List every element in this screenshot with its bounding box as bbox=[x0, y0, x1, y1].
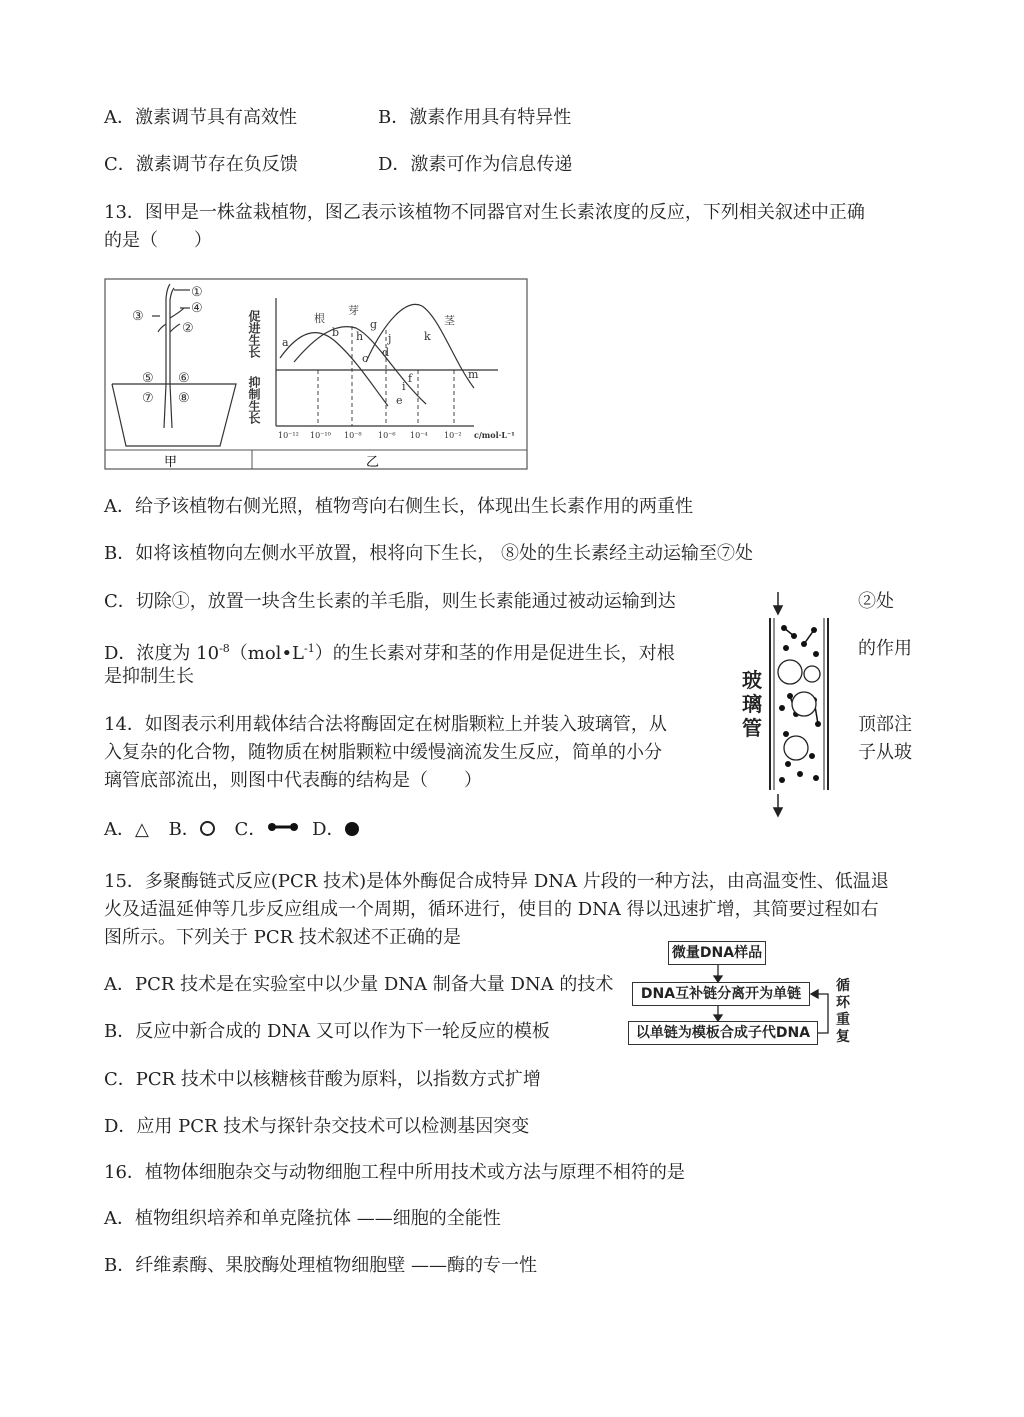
cycle-repeat-label bbox=[836, 978, 854, 1046]
q13-option-d-line2: 是抑制生长 bbox=[104, 666, 194, 687]
triangle-symbol: △ bbox=[135, 819, 149, 840]
q15-stem-line3: 图所示。下列关于 PCR 技术叙述不正确的是 bbox=[104, 927, 461, 948]
q13-d-post: ）的生长素对芽和茎的作用是促进生长，对根 bbox=[314, 643, 675, 664]
q14-stem-line1: 14．如图表示利用载体结合法将酶固定在树脂颗粒上并装入玻璃管，从 bbox=[104, 714, 667, 735]
q12-option-d: D．激素可作为信息传递 bbox=[378, 154, 573, 175]
tick-5: 10⁻⁴ bbox=[410, 431, 428, 440]
q15-option-b: B．反应中新合成的 DNA 又可以作为下一轮反应的模板 bbox=[104, 1021, 550, 1042]
q15-stem-line2: 火及适温延伸等几步反应组成一个周期，循环进行，使目的 DNA 得以迅速扩增，其简要过程如右 bbox=[104, 899, 879, 920]
cycle-char-2: 环 bbox=[836, 995, 850, 1011]
marker-2: ② bbox=[182, 321, 194, 336]
flow-arrows bbox=[628, 940, 868, 1050]
x-unit: c/mol·L⁻¹ bbox=[474, 430, 515, 440]
q14-option-a: A． bbox=[104, 819, 135, 840]
curve-label-stem: 茎 bbox=[444, 314, 455, 327]
q14-stem-line3: 璃管底部流出，则图中代表酶的结构是（ ） bbox=[104, 770, 482, 791]
q15-stem-line1: 15．多聚酶链式反应(PCR 技术)是体外酶促合成特异 DNA 片段的一种方法，由高温变性、低温退 bbox=[104, 871, 889, 892]
cycle-char-1: 循 bbox=[836, 978, 850, 994]
q13-d-pre: D．浓度为 10 bbox=[104, 643, 220, 664]
q12-option-c: C．激素调节存在负反馈 bbox=[104, 154, 298, 175]
q14-options bbox=[104, 816, 359, 843]
pcr-flow-diagram bbox=[628, 940, 868, 1050]
q16-stem: 16．植物体细胞杂交与动物细胞工程中所用技术或方法与原理不相符的是 bbox=[104, 1162, 685, 1183]
tube-label-char-1: 玻 bbox=[742, 668, 762, 692]
tube-label-char-2: 璃 bbox=[742, 692, 762, 716]
point-k: k bbox=[424, 330, 431, 343]
q13-option-b: B．如将该植物向左侧水平放置，根将向下生长， ⑧处的生长素经主动运输至⑦处 bbox=[104, 543, 753, 564]
potted-plant-drawing bbox=[112, 284, 236, 446]
q12-option-b: B．激素作用具有特异性 bbox=[378, 107, 572, 128]
curve-root bbox=[280, 333, 388, 406]
caption-jia: 甲 bbox=[164, 455, 178, 470]
cycle-char-3: 重 bbox=[836, 1012, 850, 1028]
tube-label-char-3: 管 bbox=[742, 716, 762, 740]
point-c: c bbox=[362, 352, 369, 365]
q14-stem-line2-tail: 子从玻 bbox=[858, 742, 912, 763]
linked-dots-icon bbox=[266, 816, 300, 842]
marker-7: ⑦ bbox=[142, 391, 154, 406]
q13-figure-svg bbox=[104, 278, 528, 470]
point-e: e bbox=[396, 394, 403, 407]
y-label-inhibit: 抑制生长 bbox=[247, 376, 261, 424]
curve-label-bud: 芽 bbox=[348, 304, 359, 317]
q15-option-c: C．PCR 技术中以核糖核苷酸为原料，以指数方式扩增 bbox=[104, 1069, 541, 1090]
q15-option-d: D．应用 PCR 技术与探针杂交技术可以检测基因突变 bbox=[104, 1116, 530, 1137]
filled-circle-icon bbox=[345, 822, 359, 836]
tick-3: 10⁻⁸ bbox=[344, 431, 362, 440]
q16-option-a: A．植物组织培养和单克隆抗体 ——细胞的全能性 bbox=[104, 1208, 501, 1229]
tick-1: 10⁻¹² bbox=[278, 431, 299, 440]
caption-yi: 乙 bbox=[366, 455, 380, 470]
flow-box-sample: 微量DNA样品 bbox=[668, 941, 766, 965]
tick-4: 10⁻⁶ bbox=[378, 431, 396, 440]
q13-option-c: C．切除①，放置一块含生长素的羊毛脂，则生长素能通过被动运输到达 bbox=[104, 591, 676, 612]
flow-box-synthesis: 以单链为模板合成子代DNA bbox=[628, 1021, 818, 1045]
q13-option-d bbox=[104, 636, 675, 667]
point-a: a bbox=[282, 336, 289, 349]
marker-8: ⑧ bbox=[178, 391, 190, 406]
y-label-promote: 促进生长 bbox=[247, 310, 261, 358]
tube-label bbox=[742, 668, 768, 740]
q13-option-d-tail: 的作用 bbox=[858, 638, 912, 659]
tick-2: 10⁻¹⁰ bbox=[310, 431, 331, 440]
q13-stem-line1: 13．图甲是一株盆栽植物，图乙表示该植物不同器官对生长素浓度的反应，下列相关叙述中正确 bbox=[104, 202, 865, 223]
marker-1: ① bbox=[191, 285, 203, 300]
marker-3: ③ bbox=[132, 309, 144, 324]
q14-option-d: D． bbox=[312, 819, 345, 840]
point-h: h bbox=[356, 330, 364, 343]
q14-option-b: B． bbox=[168, 819, 200, 840]
point-b: b bbox=[332, 326, 340, 339]
cycle-char-4: 复 bbox=[836, 1029, 850, 1045]
point-f: f bbox=[408, 372, 413, 385]
point-g: g bbox=[370, 318, 378, 331]
point-i: i bbox=[402, 380, 406, 393]
marker-5: ⑤ bbox=[142, 371, 154, 386]
point-m: m bbox=[468, 368, 479, 381]
q13-option-c-tail: ②处 bbox=[858, 591, 894, 612]
q15-option-a: A．PCR 技术是在实验室中以少量 DNA 制备大量 DNA 的技术 bbox=[104, 974, 614, 995]
q13-stem-line2: 的是（ ） bbox=[104, 230, 212, 251]
q12-option-a: A．激素调节具有高效性 bbox=[104, 107, 297, 128]
marker-6: ⑥ bbox=[178, 371, 190, 386]
curve-label-root: 根 bbox=[314, 312, 325, 325]
auxin-graph bbox=[247, 298, 515, 440]
q14-stem-line2: 入复杂的化合物，随物质在树脂颗粒中缓慢滴流发生反应，简单的小分 bbox=[104, 742, 662, 763]
q13-d-sup1: -8 bbox=[219, 642, 230, 655]
q13-figure bbox=[104, 278, 528, 470]
q13-d-mid: （mol•L bbox=[229, 643, 305, 664]
flow-box-denature: DNA互补链分离开为单链 bbox=[632, 982, 810, 1006]
open-circle-icon bbox=[200, 821, 215, 836]
point-j: j bbox=[388, 332, 392, 345]
q14-stem-line1-tail: 顶部注 bbox=[858, 714, 912, 735]
q13-d-sup2: -1 bbox=[304, 642, 315, 655]
q13-option-a: A．给予该植物右侧光照，植物弯向右侧生长，体现出生长素作用的两重性 bbox=[104, 496, 693, 517]
q14-option-c: C． bbox=[234, 819, 267, 840]
marker-4: ④ bbox=[191, 301, 203, 316]
q16-option-b: B．纤维素酶、果胶酶处理植物细胞壁 ——酶的专一性 bbox=[104, 1255, 537, 1276]
tick-6: 10⁻² bbox=[444, 431, 462, 440]
point-d: d bbox=[382, 346, 390, 359]
